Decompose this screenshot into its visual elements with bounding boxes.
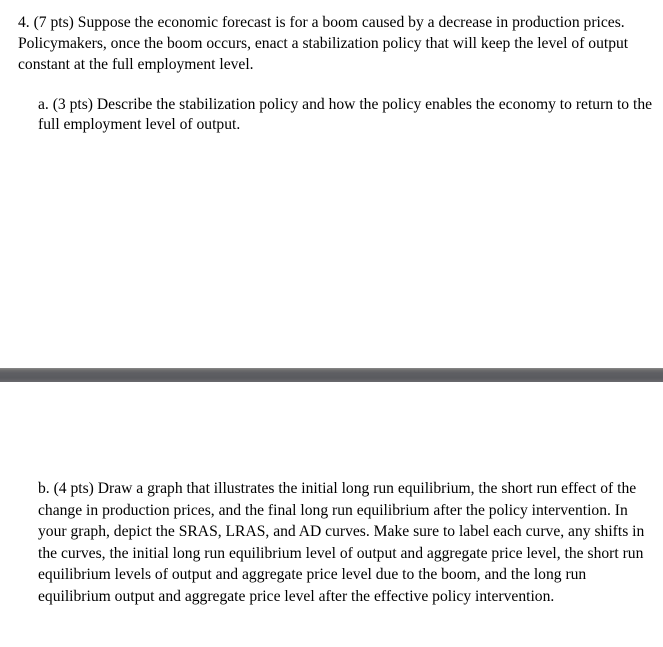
question-part-a: a. (3 pts) Describe the stabilization policy and how the policy enables the economy to return to the full employment level of output.: [38, 96, 653, 133]
question-part-b: b. (4 pts) Draw a graph that illustrates the initial long run equilibrium, the short run effect of the change in production prices, and the final long run equilibrium after the policy intervention. In your graph, depict the SRAS, LRAS, and AD curves. Make sure to label each curve, any shifts in the curves, the initial long run equilibrium level of output and aggregate price level, the short run equilibrium levels of output and aggregate price level due to the boom, and the long run equilibrium output and aggregate price level after the effective policy intervention.: [38, 480, 645, 605]
question-4-intro: 4. (7 pts) Suppose the economic forecast is for a boom caused by a decrease in production prices. Policymakers, once the boom occurs, enact a stabilization policy that will keep the level of output constant at the full employment level.: [18, 14, 629, 73]
page-divider: [0, 368, 663, 382]
